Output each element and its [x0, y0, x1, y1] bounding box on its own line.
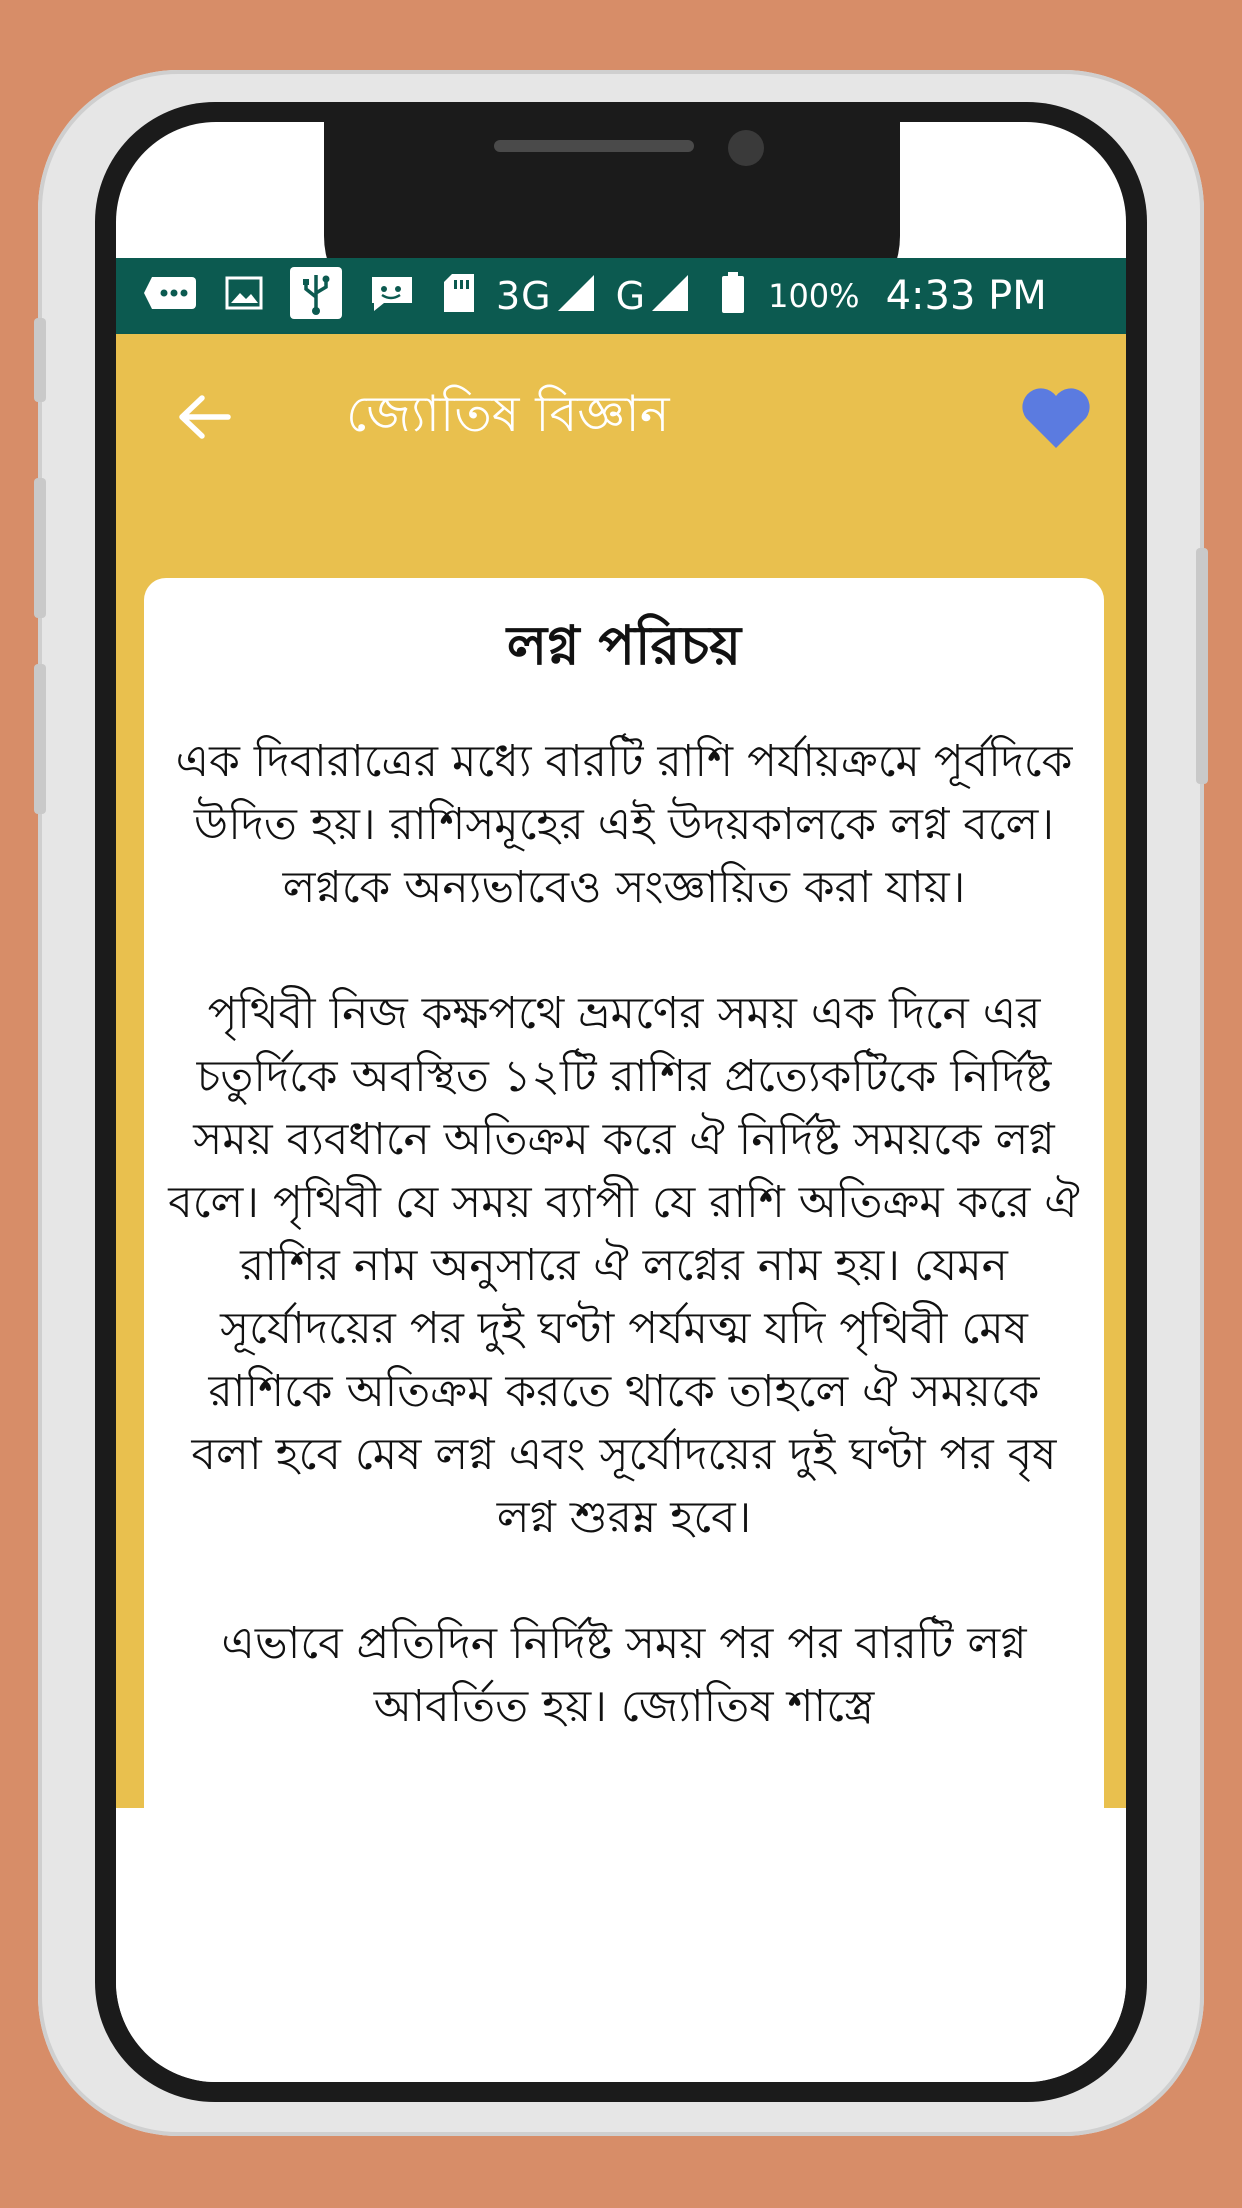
- message-icon: [368, 273, 416, 319]
- volume-up-button: [34, 318, 46, 402]
- network-type-3g: 3G: [496, 274, 552, 318]
- volume-down-button: [34, 478, 46, 618]
- signal-icon: [556, 273, 596, 319]
- image-icon: [224, 275, 264, 317]
- article-body: [168, 730, 1080, 1738]
- battery-icon: [720, 272, 746, 320]
- front-camera: [728, 130, 764, 166]
- network-type-g: G: [615, 274, 647, 318]
- screen: [116, 122, 1126, 2082]
- article-paragraph: এক দিবারাত্রের মধ্যে বারটি রাশি পর্যায়ক্রমে পূর্বদিকে উদিত হয়। রাশিসমূহের এই উদয়কালকে লগ্ন বলে। লগ্নকে অন্যভাবেও সংজ্ঞায়িত করা যায়।: [175, 736, 1073, 913]
- content-scroll-area[interactable]: [116, 498, 1126, 1808]
- article-title: লগ্ন পরিচয়: [506, 614, 742, 677]
- more-notifications-icon: [142, 275, 198, 317]
- clock: 4:33 PM: [885, 273, 1047, 319]
- usb-icon: [290, 267, 342, 325]
- article-paragraph: পৃথিবী নিজ কক্ষপথে ভ্রমণের সময় এক দিনে এর চতুর্দিকে অবস্থিত ১২টি রাশির প্রত্যেকটিকে নির্দিষ্ট সময় ব্যবধানে অতিক্রম করে ঐ নির্দিষ্ট সময়কে লগ্ন বলে। পৃথিবী যে সময় ব্যাপী যে রাশি অতিক্রম করে ঐ রাশির নাম অনুসারে ঐ লগ্নের নাম হয়। যেমন সূর্যোদয়ের পর দুই ঘণ্টা পর্যমত্ম যদি পৃথিবী মেষ রাশিকে অতিক্রম করতে থাকে তাহলে ঐ সময়কে বলা হবে মেষ লগ্ন এবং সূর্যোদয়ের দুই ঘণ্টা পর বৃষ লগ্ন শুরম্ন হবে।: [168, 988, 1080, 1543]
- app-title: জ্যোতিষ বিজ্ঞান: [346, 385, 670, 443]
- status-bar: [116, 258, 1126, 334]
- battery-percent: 100%: [768, 277, 860, 315]
- article-card: [144, 578, 1104, 1808]
- power-button: [1196, 548, 1208, 784]
- bottom-area: [116, 1808, 1126, 2082]
- speaker: [494, 140, 694, 152]
- article-paragraph: এভাবে প্রতিদিন নির্দিষ্ট সময় পর পর বারটি লগ্ন আবর্তিত হয়। জ্যোতিষ শাস্ত্রে: [221, 1618, 1027, 1732]
- silent-switch: [34, 664, 46, 814]
- back-arrow-icon[interactable]: [176, 392, 232, 442]
- app-bar: [116, 334, 1126, 498]
- sd-card-icon: [442, 272, 476, 320]
- signal-icon-2: [650, 273, 690, 319]
- favorite-heart-icon[interactable]: [1020, 386, 1092, 450]
